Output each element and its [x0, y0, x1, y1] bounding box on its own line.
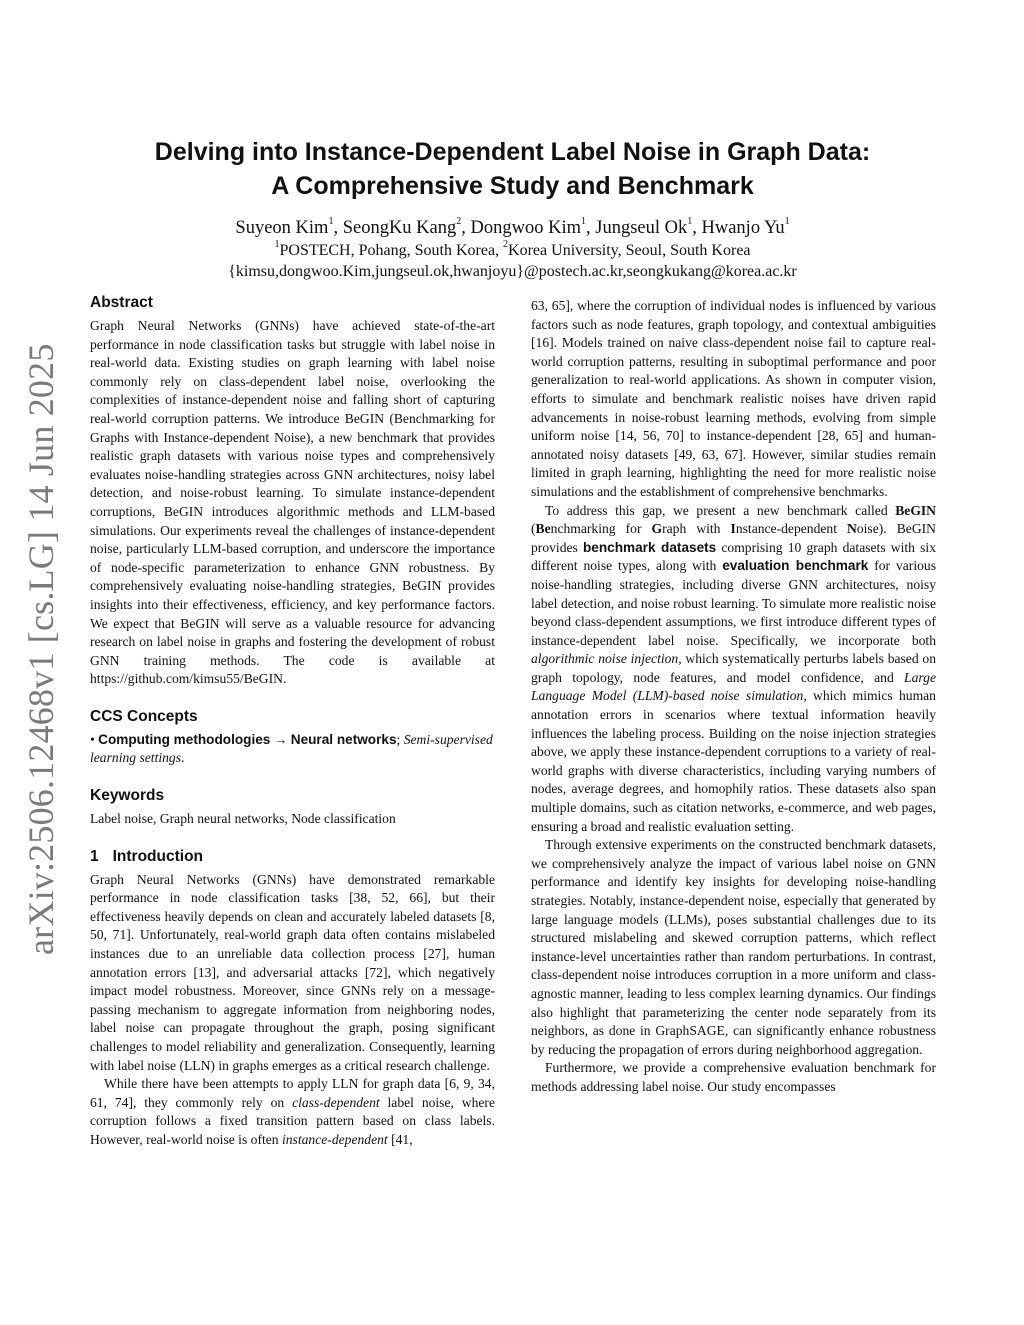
arxiv-identifier: arXiv:2506.12468v1 [cs.LG] 14 Jun 2025	[21, 343, 61, 955]
affiliations: $^1$POSTECH, Pohang, South Korea, $^2$Korea University, Seoul, South Korea	[274, 238, 751, 259]
right-paragraph-4: Furthermore, we provide a comprehensive evaluation benchmark for methods addressing label noise. Our study encompasses	[531, 1060, 936, 1094]
right-paragraph-1: 63, 65], where the corruption of individual nodes is influenced by various factors such as node features, graph topology, and contextual ambiguities [16]. Models trained on naive class-dependent noise fail to capture real-world corruption patterns, resulting in suboptimal performance and poor generalization to real-world applications. As shown in computer vision, efforts to simulate and benchmark realistic noises have driven rapid advancements in noise-robust learning methods, evolving from simple uniform noise [14, 56, 70] to instance-dependent [28, 65] and human-annotated noisy datasets [49, 63, 67]. However, similar studies remain limited in graph learning, highlighting the need for more realistic noise simulations and the establishment of comprehensive benchmarks.	[531, 298, 936, 499]
author: Hwanjo Yu$^1$	[701, 215, 790, 238]
abstract-heading: Abstract	[90, 294, 153, 311]
author: Dongwoo Kim$^1$,	[470, 215, 596, 238]
author: Suyeon Kim$^1$,	[235, 215, 343, 238]
keywords-heading: Keywords	[90, 787, 165, 805]
author-list	[90, 216, 935, 240]
introduction-heading: 1 Introduction	[90, 847, 204, 865]
intro-paragraph-1: Graph Neural Networks (GNNs) have demonstrated remarkable performance in node classification tasks [38, 52, 66], but their effectiveness heavily depends on clean and accurately labeled datasets [8, 50, 71]. Unfortunately, real-world graph data often contains mislabeled instances due to an unreliable data collection process [27], human annotation errors [13], and adversarial attacks [72], which negatively impact model robustness. Moreover, since GNNs rely on a message-passing mechanism to aggregate information from neighboring nodes, label noise can propagate throughout the graph, posing significant challenges to model reliability and generalization. Consequently, learning with label noise (LLN) in graphs emerges as a critical research challenge.	[90, 871, 495, 1073]
paper-title-line-2: A Comprehensive Study and Benchmark	[271, 172, 754, 200]
ccs-heading: CCS Concepts	[90, 707, 198, 725]
ccs-concepts: • Computing methodologies → Neural networks; Semi-supervised learning settings.	[90, 731, 493, 766]
keywords-text: Label noise, Graph neural networks, Node classification	[90, 811, 396, 827]
paper-title-line-1: Delving into Instance-Dependent Label Noise in Graph Data:	[154, 138, 871, 166]
left-column	[90, 293, 495, 1150]
right-paragraph-3: Through extensive experiments on the constructed benchmark datasets, we comprehensively analyze the impact of various label noise on GNN performance and identify key insights for developing noise-handling strategies. Notably, instance-dependent noise, especially that generated by large language models (LLMs), poses substantial challenges due to its structured mislabeling and skewed corruption patterns, which reflect instance-level uncertainties rather than random perturbations. In contrast, class-dependent noise introduces corruption in a more uniform and class-agnostic manner, leading to less complex learning dynamics. Our findings also highlight that parameterizing the center node separately from its neighbors, as done in GraphSAGE, can significantly enhance robustness by reducing the propagation of errors during neighborhood aggregation.	[531, 837, 936, 1057]
abstract-text: Graph Neural Networks (GNNs) have achieved state-of-the-art performance in node classification tasks but struggle with label noise in real-world data. Existing studies on graph learning with label noise commonly rely on class-dependent label noise, overlooking the complexities of instance-dependent noise and falling short of capturing real-world corruption patterns. We introduce BeGIN (Benchmarking for Graphs with Instance-dependent Noise), a new benchmark that provides realistic graph datasets with various noise types and comprehensively evaluates noise-handling strategies across GNN architectures, noisy label detection, and noise-robust learning. To simulate instance-dependent corruptions, BeGIN introduces algorithmic methods and LLM-based simulations. Our experiments reveal the challenges of instance-dependent noise, particularly LLM-based corruption, and underscore the importance of node-specific parameterization to enhance GNN robustness. By comprehensively evaluating noise-handling strategies, BeGIN provides insights into their effectiveness, efficiency, and key performance factors. We expect that BeGIN will serve as a valuable resource for advancing research on label noise in graphs and fostering the development of robust GNN training methods. The code is available at https://github.com/kimsu55/BeGIN.	[90, 318, 495, 687]
author: Jungseul Ok$^1$,	[595, 215, 702, 238]
right-column	[531, 297, 936, 1097]
author: SeongKu Kang$^2$,	[342, 215, 471, 238]
intro-paragraph-2: While there have been attempts to apply LLN for graph data [6, 9, 34, 61, 74], they commonly rely on class-dependent label noise, where corruption follows a fixed transition pattern based on class labels. However, real-world noise is often instance-dependent [41,	[90, 1076, 495, 1147]
right-paragraph-2: To address this gap, we present a new benchmark called BeGIN (Benchmarking for Graph with Instance-dependent Noise). BeGIN provides benchmark datasets comprising 10 graph datasets with six different noise types, along with evaluation benchmark for various noise-handling strategies, including diverse GNN architectures, noisy label detection, and noise robust learning. To simulate more realistic noise beyond class-dependent assumptions, we first introduce different types of instance-dependent label noise. Specifically, we incorporate both algorithmic noise injection, which systematically perturbs labels based on graph topology, node features, and model confidence, and Large Language Model (LLM)-based noise simulation, which mimics human annotation errors in scenarios where textual information heavily influences the labeling process. Building on the noise injection strategies above, we apply these instance-dependent corruptions to a variety of real-world graphs with diverse characteristics, including varying numbers of nodes, average degrees, and homophily ratios. These datasets also span multiple domains, such as citation networks, e-commerce, and web pages, ensuring a broad and realistic evaluation setting.	[531, 502, 936, 834]
author-emails: {kimsu,dongwoo.Kim,jungseul.ok,hwanjoyu}@postech.ac.kr,seongkukang@korea.ac.kr	[228, 263, 797, 280]
